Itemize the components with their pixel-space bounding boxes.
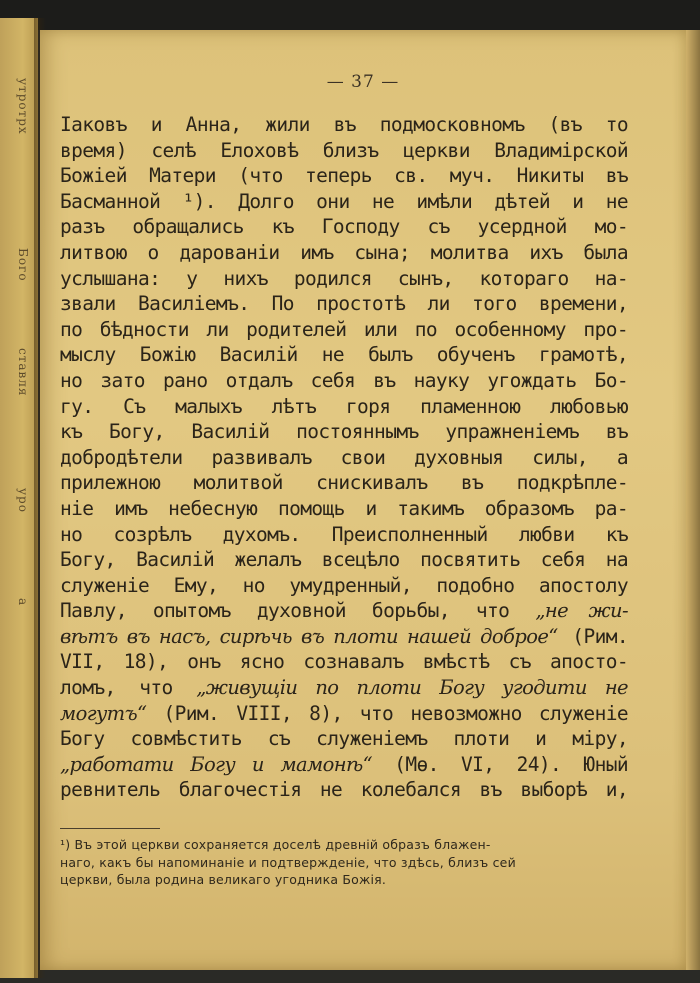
italic-quote: „не жи- (535, 599, 628, 623)
body-text (60, 112, 628, 803)
text-line: звали Василіемъ. По простотѣ ли того времени, (60, 292, 628, 316)
facing-page-fragment: а (16, 598, 30, 607)
text-line: но зато рано отдалъ себя въ науку угождать Бо- (60, 368, 628, 392)
text-line: по бѣдности ли родителей или по особенному про- (60, 317, 628, 341)
text-line: Іаковъ и Анна, жили въ подмосковномъ (въ то (60, 113, 628, 136)
scan-backdrop (0, 0, 700, 30)
facing-page-edge (0, 18, 38, 978)
text-line: прилежною молитвой снискивалъ въ подкрѣпле- (60, 471, 628, 495)
text-line: время) селѣ Елоховѣ близъ церкви Владимірской (60, 138, 628, 162)
text-line: ніе имъ небесную помощь и такимъ образомъ ра- (60, 496, 628, 520)
text-line (60, 624, 628, 650)
text-line: служеніе Ему, но умудренный, подобно апостолу (60, 573, 628, 597)
text-line: добродѣтели развивалъ свои духовныя силы, а (60, 445, 628, 469)
italic-quote: могутъ“ (60, 701, 147, 725)
text-line: Богу, Василій желалъ всецѣло посвятить себя на (60, 548, 628, 572)
page-number: — 37 — (326, 72, 400, 92)
text-line: услышана: у нихъ родился сынъ, котораго на- (60, 266, 628, 290)
text-line: гу. Съ малыхъ лѣтъ горя пламенною любовью (60, 394, 628, 418)
text-line: мыслу Божію Василій не былъ обученъ грамотѣ, (60, 343, 628, 367)
text-line: къ Богу, Василій постояннымъ упражненіемъ въ (60, 420, 628, 444)
text-segment: ломъ, что (60, 676, 197, 700)
italic-quote: вѣтъ въ насъ, сирѣчь въ плоти нашей доброе“ (60, 624, 558, 648)
italic-quote: „работати Богу и мамонѣ“ (60, 752, 372, 776)
text-line: но созрѣлъ духомъ. Преисполненный любви къ (60, 522, 628, 546)
text-segment: Павлу, опытомъ духовной борьбы, что (60, 599, 510, 623)
text-line: VII, 18), онъ ясно сознавалъ вмѣстѣ съ апосто- (60, 650, 628, 674)
text-line: литвою о дарованіи имъ сына; молитва ихъ была (60, 240, 628, 264)
footnote-line: ¹) Въ этой церкви сохраняется доселѣ древній образъ блажен- (60, 837, 491, 852)
footnote-rule (60, 828, 160, 829)
text-segment: (Мѳ. VI, 24). Юный (371, 752, 628, 776)
text-line: разъ обращались къ Господу съ усердной мо- (60, 215, 628, 239)
text-line (60, 752, 628, 778)
facing-page-fragment: утротрх (16, 78, 30, 135)
text-line (60, 675, 628, 701)
facing-page-fragment: уро (16, 488, 30, 513)
facing-page-fragment: Бого (16, 248, 30, 282)
page-right-edge (686, 30, 700, 970)
text-segment: (Рим. (557, 624, 629, 648)
footnote-line: наго, какъ бы напоминаніе и подтвержденіе, что здѣсь, близъ сей (60, 854, 516, 870)
text-segment: (Рим. VIII, 8), что невозможно служеніе (146, 701, 628, 725)
text-line: Божіей Матери (что теперь св. муч. Никиты въ (60, 164, 628, 188)
text-line: Богу совмѣстить съ служеніемъ плоти и міру, (60, 727, 628, 751)
text-line: ревнитель благочестія не колебался въ выборѣ и, (60, 778, 628, 802)
text-line (60, 701, 628, 727)
footnote (60, 836, 628, 889)
text-line (60, 598, 628, 624)
book-page (40, 30, 686, 970)
text-line: Басманной ¹). Долго они не имѣли дѣтей и не (60, 189, 628, 213)
footnote-line: церкви, была родина великаго угодника Божія. (60, 872, 387, 887)
italic-quote: „живущіи по плоти Богу угодити не (196, 676, 628, 700)
facing-page-fragment: ставля (16, 348, 30, 397)
